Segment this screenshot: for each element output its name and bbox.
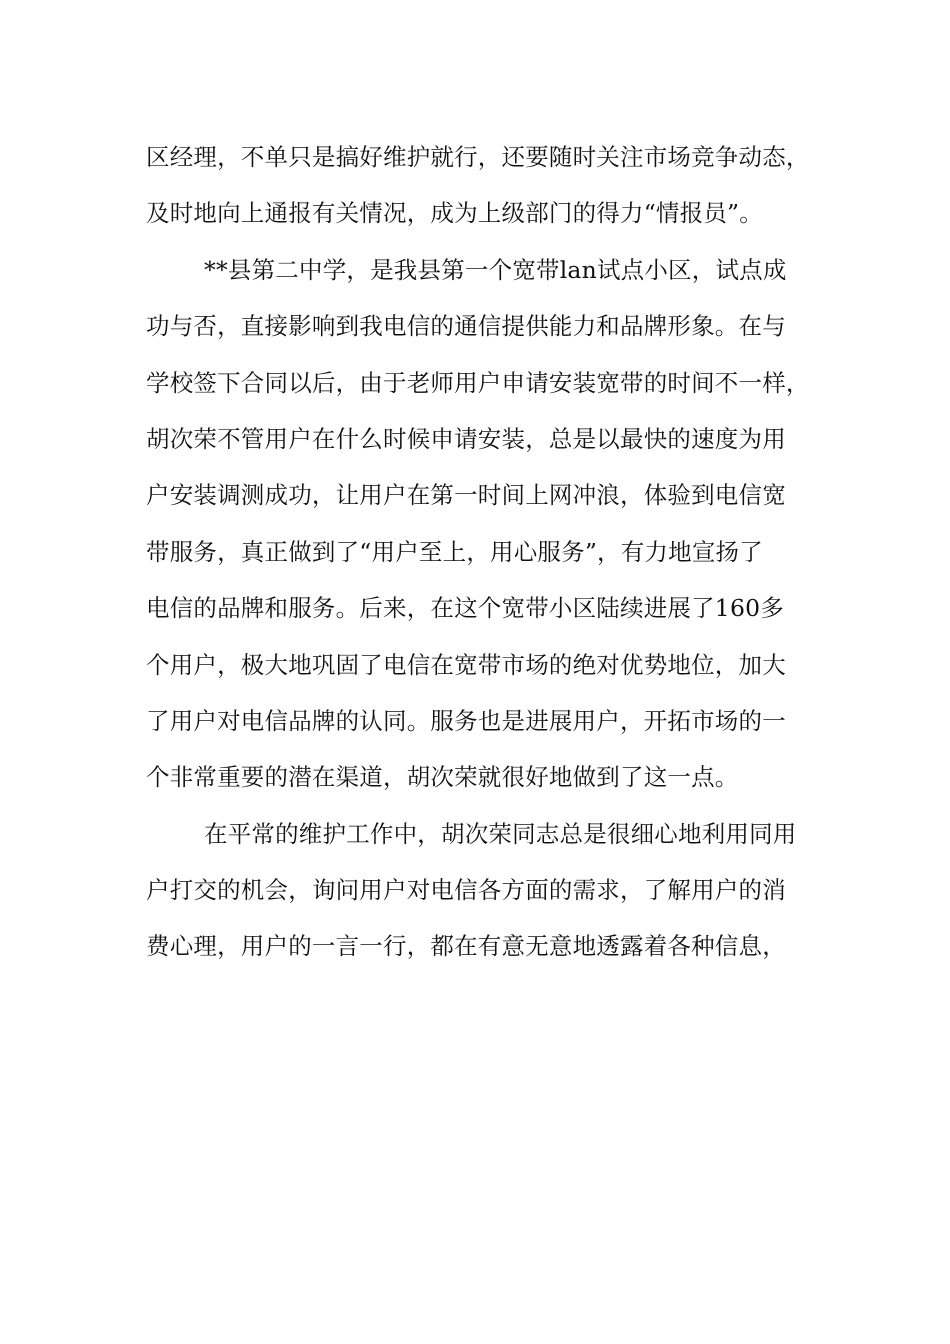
text-line: 个用户，极大地巩固了电信在宽带市场的绝对优势地位，加大 (146, 650, 786, 679)
text-line: 户打交的机会，询问用户对电信各方面的需求，了解用户的消 (146, 876, 786, 905)
text-line: 区经理，不单只是搞好维护就行，还要随时关注市场竞争动态， (146, 143, 810, 171)
text-line: 及时地向上通报有关情况，成为上级部门的得力“情报员”。 (146, 199, 763, 228)
paragraph-start-line: **县第二中学，是我县第一个宽带lan试点小区，试点成 (204, 255, 787, 284)
text-line: 户安装调测成功，让用户在第一时间上网冲浪，体验到电信宽 (146, 481, 786, 510)
text-line: 了用户对电信品牌的认同。服务也是进展用户，开拓市场的一 (146, 706, 786, 735)
text-line: 功与否，直接影响到我电信的通信提供能力和品牌形象。在与 (146, 312, 786, 341)
text-line: 带服务，真正做到了“用户至上，用心服务”，有力地宣扬了 (146, 537, 763, 566)
paragraph-start-line: 在平常的维护工作中，胡次荣同志总是很细心地利用同用 (204, 819, 797, 848)
text-line: 学校签下合同以后，由于老师用户申请安装宽带的时间不一样， (146, 368, 810, 397)
body-text (146, 129, 846, 975)
text-line: 电信的品牌和服务。后来，在这个宽带小区陆续进展了160多 (146, 594, 784, 623)
text-line: 胡次荣不管用户在什么时候申请安装，总是以最快的速度为用 (146, 424, 786, 453)
text-line: 个非常重要的潜在渠道，胡次荣就很好地做到了这一点。 (146, 763, 739, 792)
text-line: 费心理，用户的一言一行，都在有意无意地透露着各种信息， (146, 932, 786, 961)
